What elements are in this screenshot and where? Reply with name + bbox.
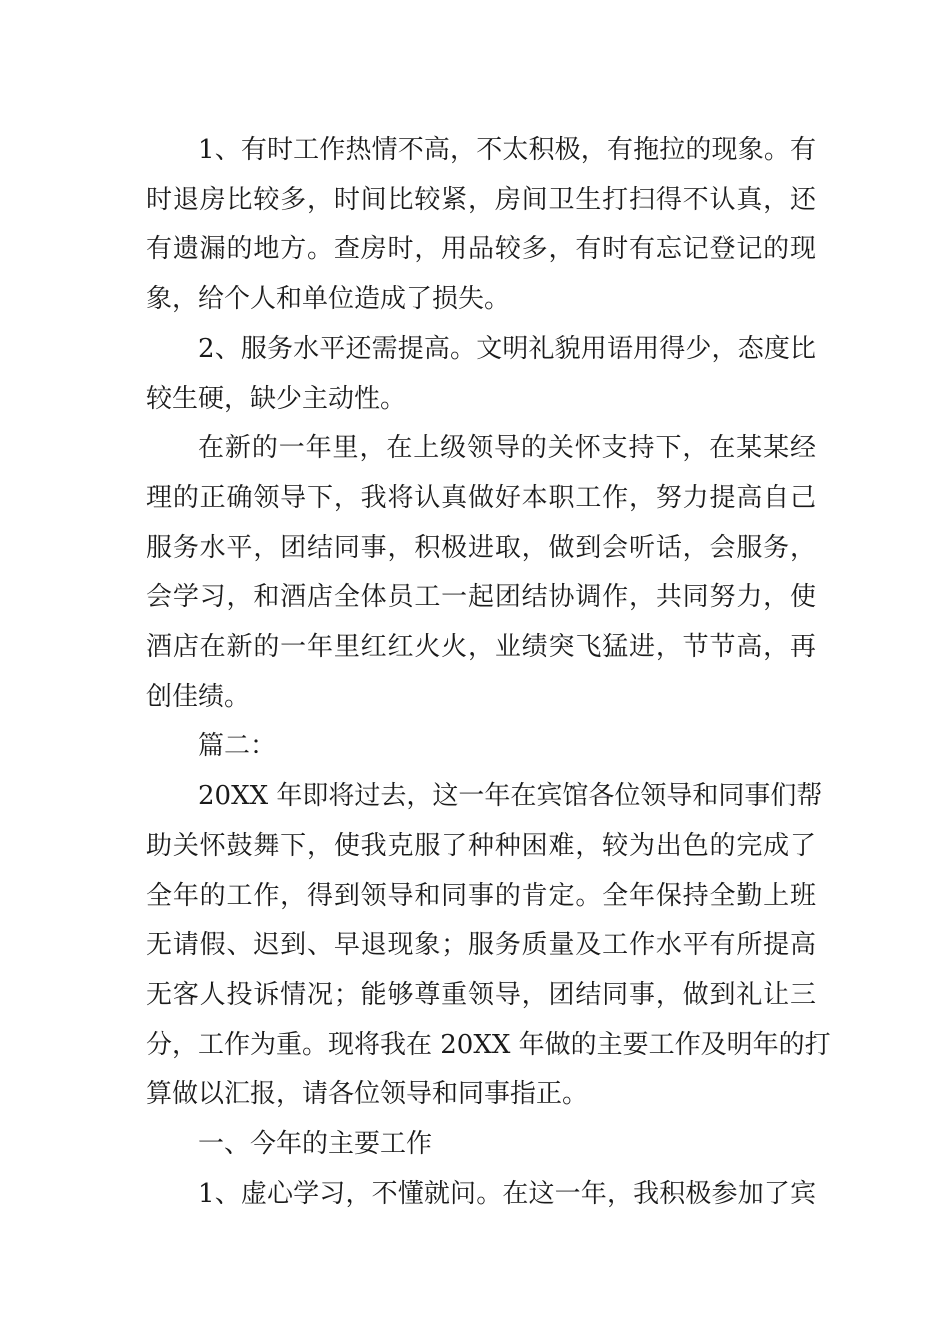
text-line: 无请假、迟到、早退现象；服务质量及工作水平有所提高 bbox=[146, 930, 816, 960]
text-line: 象，给个人和单位造成了损失。 bbox=[146, 284, 511, 314]
text-line: 篇二： bbox=[198, 731, 277, 761]
text-line: 一、今年的主要工作 bbox=[198, 1129, 433, 1159]
text-line: 较生硬，缺少主动性。 bbox=[146, 384, 407, 414]
text-line: 分，工作为重。现将我在 20XX 年做的主要工作及明年的打 bbox=[146, 1030, 831, 1060]
text-line: 无客人投诉情况；能够尊重领导，团结同事，做到礼让三 bbox=[146, 980, 816, 1010]
text-line: 创佳绩。 bbox=[146, 682, 251, 712]
text-line: 助关怀鼓舞下，使我克服了种种困难，较为出色的完成了 bbox=[146, 831, 816, 861]
text-line: 有遗漏的地方。查房时，用品较多，有时有忘记登记的现 bbox=[146, 234, 816, 264]
text-line: 2、服务水平还需提高。文明礼貌用语用得少，态度比 bbox=[198, 334, 816, 364]
text-line: 1、虚心学习，不懂就问。在这一年，我积极参加了宾 bbox=[198, 1179, 816, 1209]
text-line: 在新的一年里，在上级领导的关怀支持下，在某某经 bbox=[198, 433, 816, 463]
text-line: 算做以汇报，请各位领导和同事指正。 bbox=[146, 1079, 589, 1109]
text-line: 理的正确领导下，我将认真做好本职工作，努力提高自己 bbox=[146, 483, 816, 513]
text-line: 20XX 年即将过去，这一年在宾馆各位领导和同事们帮 bbox=[198, 781, 823, 811]
text-line: 会学习，和酒店全体员工一起团结协调作，共同努力，使 bbox=[146, 582, 816, 612]
text-line: 1、有时工作热情不高，不太积极，有拖拉的现象。有 bbox=[198, 135, 816, 165]
text-line: 酒店在新的一年里红红火火，业绩突飞猛进，节节高，再 bbox=[146, 632, 816, 662]
text-line: 服务水平，团结同事，积极进取，做到会听话，会服务， bbox=[146, 533, 816, 563]
text-line: 时退房比较多，时间比较紧，房间卫生打扫得不认真，还 bbox=[146, 185, 816, 215]
text-line: 全年的工作，得到领导和同事的肯定。全年保持全勤上班 bbox=[146, 881, 816, 911]
